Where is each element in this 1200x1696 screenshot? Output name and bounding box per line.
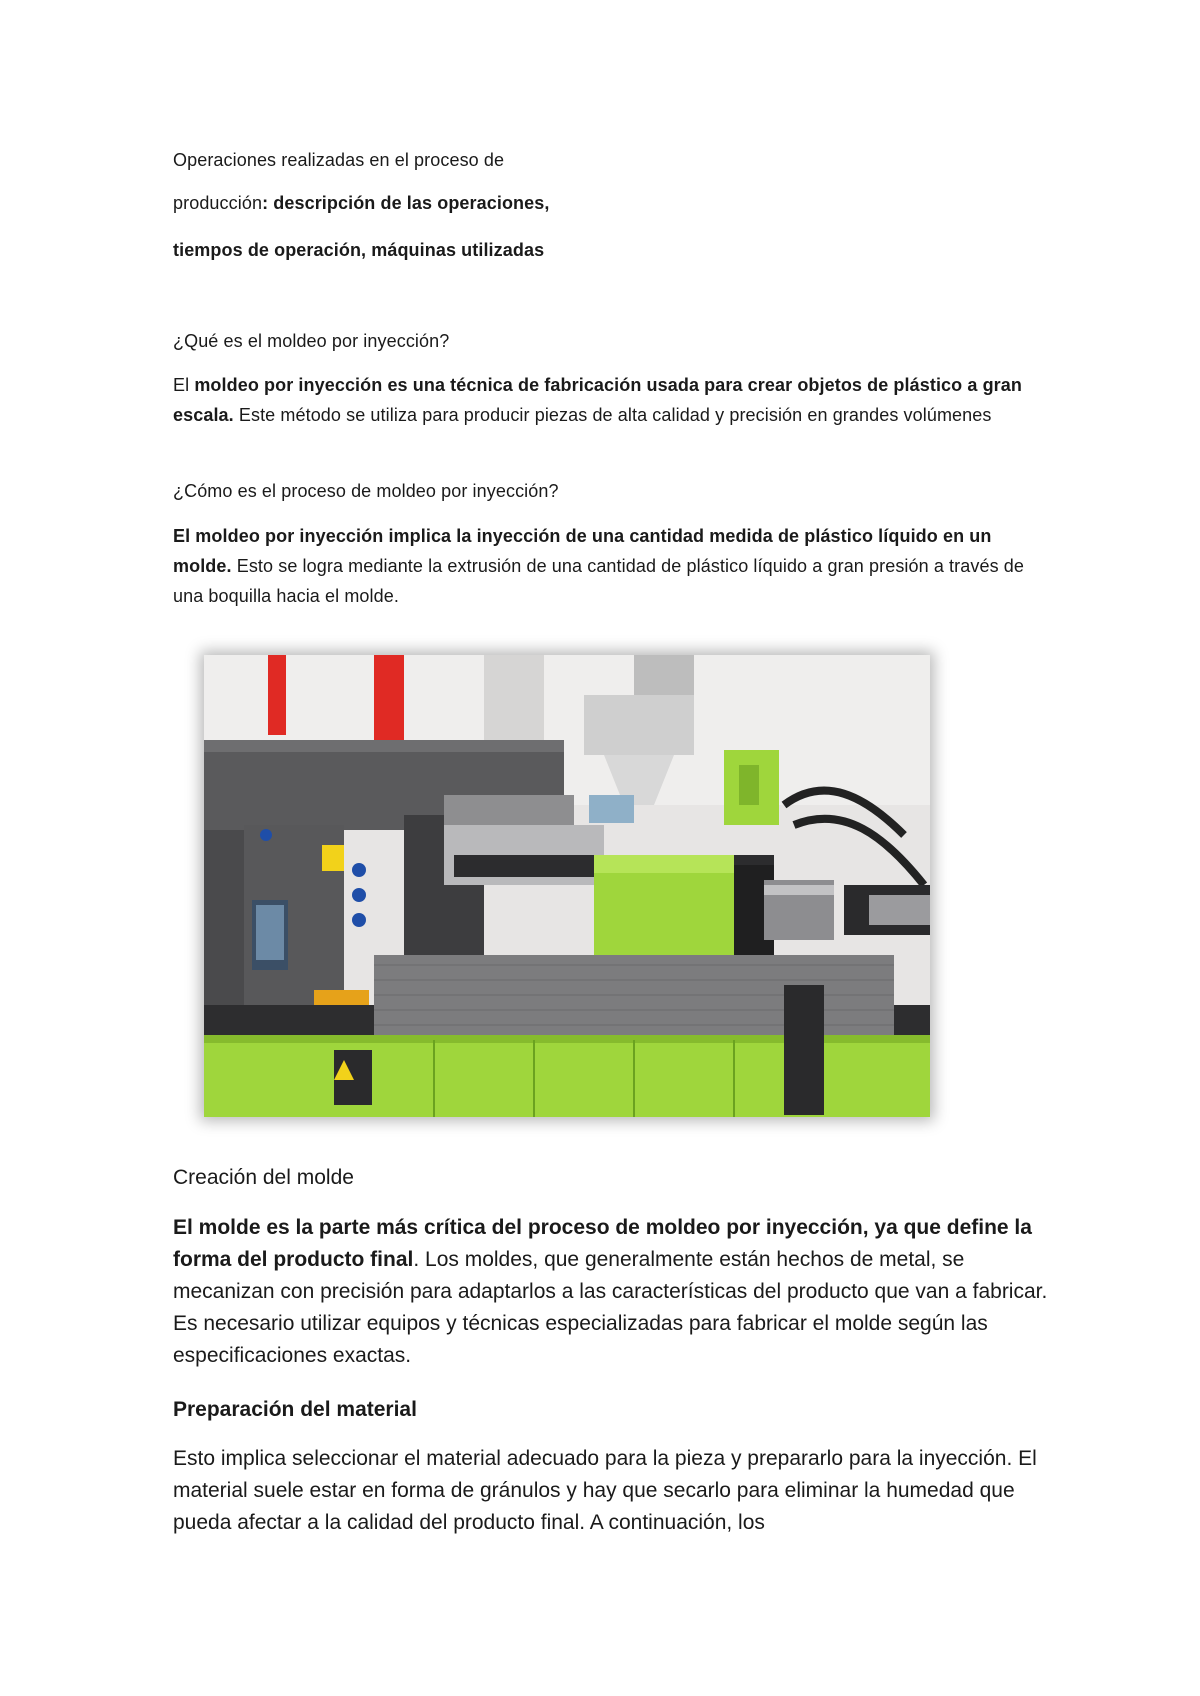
header-line-2-colon: : bbox=[262, 193, 274, 213]
heading-mold-creation: Creación del molde bbox=[173, 1166, 354, 1189]
question-how-process: ¿Cómo es el proceso de moldeo por inyección? bbox=[173, 481, 559, 501]
injection-machine-photo bbox=[204, 655, 930, 1117]
body-mold-creation: El molde es la parte más crítica del proceso de moldeo por inyección, ya que define la forma del producto final. Los moldes, que generalmente están hechos de metal, se mecanizan con precisión para adaptarlos a las características del producto que van a fabricar. Es necesario utilizar equipos y técnicas especializadas para fabricar el molde según las especificaciones exactas. bbox=[173, 1216, 1048, 1367]
injection-machine-illustration bbox=[204, 655, 930, 1117]
question-what-is: ¿Qué es el moldeo por inyección? bbox=[173, 331, 450, 351]
answer-what-is: El moldeo por inyección es una técnica de fabricación usada para crear objetos de plástico a gran escala. Este método se utiliza para producir piezas de alta calidad y precisión en grandes volúmenes bbox=[173, 375, 1022, 425]
heading-material-prep: Preparación del material bbox=[173, 1398, 417, 1421]
body-material-prep: Esto implica seleccionar el material adecuado para la pieza y prepararlo para la inyección. El material suele estar en forma de gránulos y hay que secarlo para eliminar la humedad que pueda afectar a la calidad del producto final. A continuación, los bbox=[173, 1447, 1037, 1534]
header-line-1: Operaciones realizadas en el proceso de bbox=[173, 150, 505, 170]
answer-how-process: El moldeo por inyección implica la inyección de una cantidad medida de plástico líquido en un molde. Esto se logra mediante la extrusión de una cantidad de plástico líquido a gran presión a través de una boquilla hacia el molde. bbox=[173, 526, 1024, 606]
header-line-3: tiempos de operación, máquinas utilizadas bbox=[173, 240, 545, 260]
header-line-2 bbox=[173, 188, 1053, 218]
header-line-2-plain: producción bbox=[173, 193, 263, 213]
header-line-2-bold: descripción de las operaciones, bbox=[273, 193, 550, 213]
